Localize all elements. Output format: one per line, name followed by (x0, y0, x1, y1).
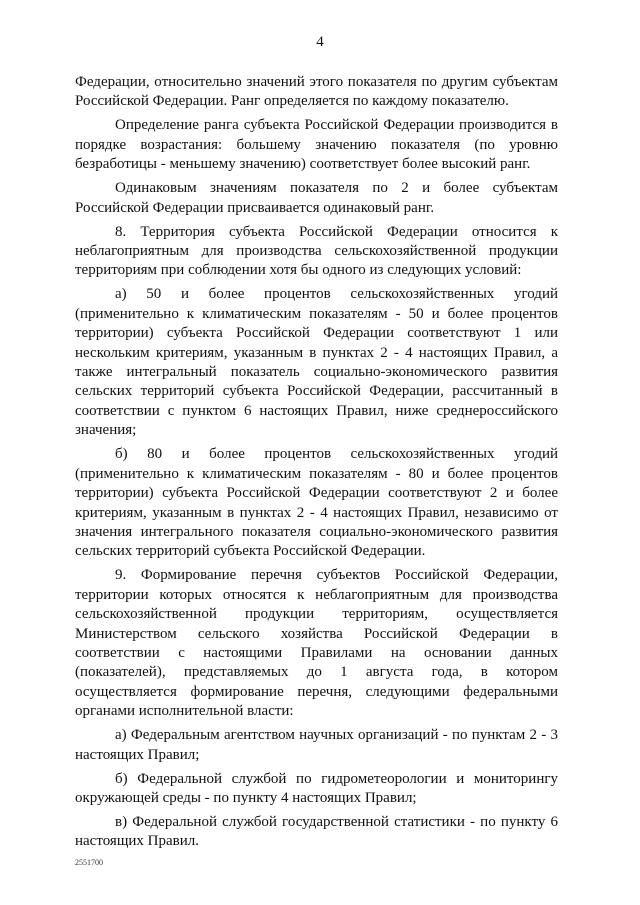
paragraph-rank-continuation: Федерации, относительно значений этого показателя по другим субъектам Российской Федерации. Ранг определяется по каждому показателю. (75, 74, 558, 110)
paragraph-item-8a: а) 50 и более процентов сельскохозяйственных угодий (применительно к климатическим показателям - 50 и более процентов территории) субъекта Российской Федерации соответствуют 1 или нескольким критериям, указанным в пунктах 2 - 4 настоящих Правил, а также интегральный показатель социально-экономического развития сельских территорий субъекта Российской Федерации, рассчитанный в соответствии с пунктом 6 настоящих Правил, ниже среднероссийского значения; (75, 286, 558, 439)
page-number: 4 (316, 34, 324, 50)
paragraph-item-8: 8. Территория субъекта Российской Федерации относится к неблагоприятным для производства сельскохозяйственной продукции территориям при соблюдении хотя бы одного из следующих условий: (75, 223, 558, 279)
paragraph-item-9c: в) Федеральной службой государственной статистики - по пункту 6 настоящих Правил. (75, 813, 558, 850)
document-code: 2551700 (75, 858, 103, 867)
paragraph-item-9b: б) Федеральной службой по гидрометеорологии и мониторингу окружающей среды - по пункту 4 настоящих Правил; (75, 770, 558, 806)
paragraph-item-9: 9. Формирование перечня субъектов Российской Федерации, территории которых относятся к неблагоприятным для производства сельскохозяйственной продукции территориям, осуществляется Министерством сельского хозяйства Российской Федерации в соответствии с настоящими Правилами на основании данных (показателей), представляемых до 1 августа года, в котором осуществляется формирование перечня, следующими федеральными органами исполнительной власти: (75, 567, 558, 720)
paragraph-item-9a: а) Федеральным агентством научных организаций - по пунктам 2 - 3 настоящих Правил; (75, 727, 558, 763)
document-body (75, 73, 558, 852)
paragraph-item-8b: б) 80 и более процентов сельскохозяйственных угодий (применительно к климатическим показателям - 80 и более процентов территории) субъекта Российской Федерации соответствуют 2 и более критериям, указанным в пунктах 2 - 4 настоящих Правил, независимо от значения интегрального показателя социально-экономического развития сельских территорий субъекта Российской Федерации. (75, 446, 558, 560)
paragraph-rank-order: Определение ранга субъекта Российской Федерации производится в порядке возрастания: большему значению показателя (по уровню безработицы - меньшему значению) соответствует более высокий ранг. (75, 117, 558, 173)
paragraph-equal-rank: Одинаковым значениям показателя по 2 и более субъектам Российской Федерации присваивается одинаковый ранг. (75, 180, 558, 216)
